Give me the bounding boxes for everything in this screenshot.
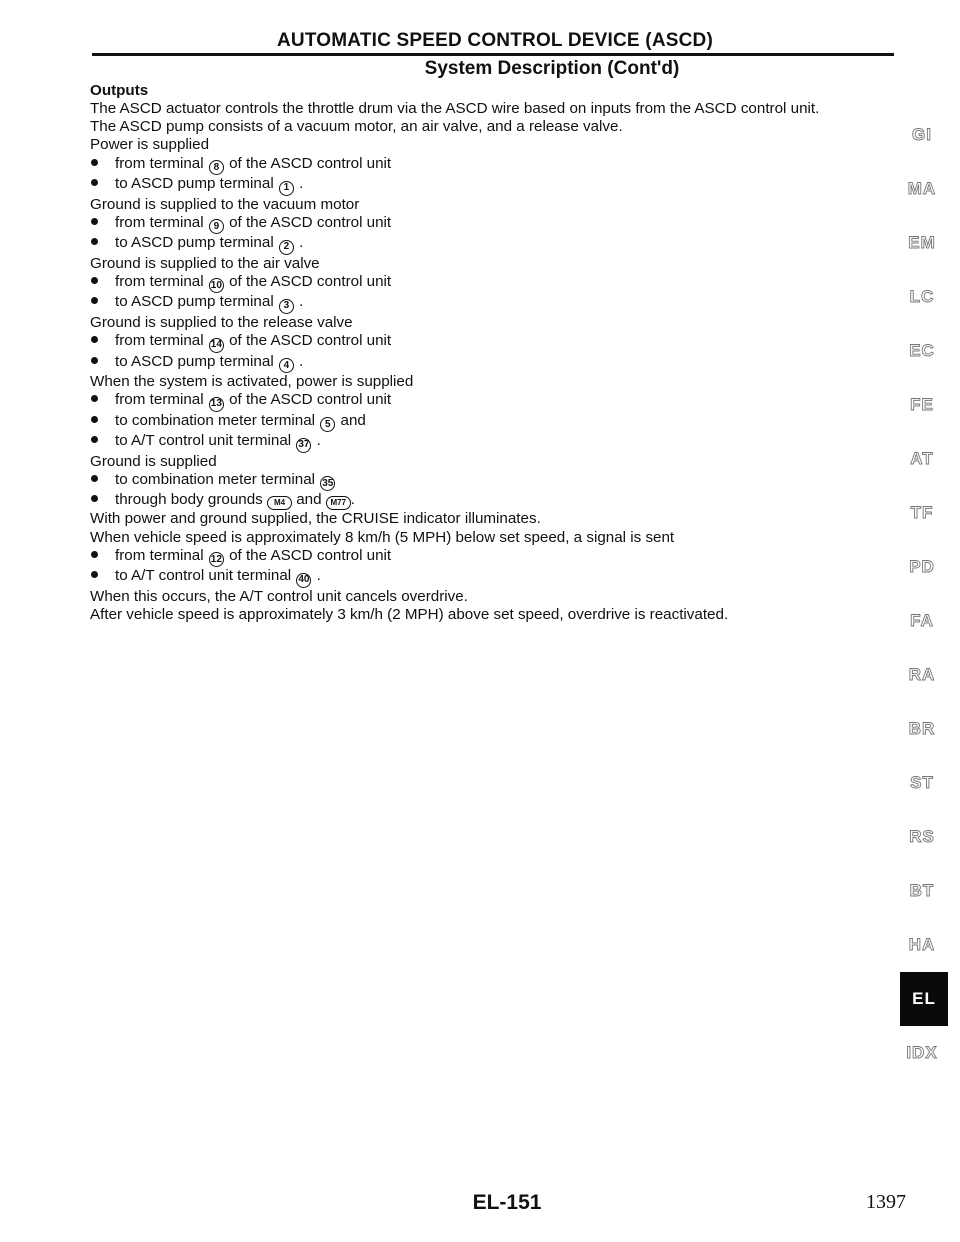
paragraph-line — [90, 588, 910, 606]
terminal-number-badge: 35 — [320, 476, 335, 491]
body-text — [90, 82, 910, 624]
text-segment: to ASCD pump terminal — [115, 234, 278, 252]
bullet-icon — [91, 238, 98, 245]
text-segment: Outputs — [90, 82, 149, 99]
text-segment: to A/T control unit terminal — [115, 567, 296, 585]
ground-point-badge: M77 — [326, 496, 351, 510]
bullet-item — [90, 353, 910, 374]
index-tab-ha[interactable]: HA — [908, 935, 936, 954]
paragraph-line — [90, 510, 910, 528]
bullet-icon — [91, 159, 98, 166]
terminal-number-badge: 13 — [209, 397, 224, 412]
section-index-tabs — [898, 108, 946, 1080]
text-segment: from terminal — [115, 154, 208, 172]
index-tab-el[interactable]: EL — [900, 972, 948, 1026]
index-tab-st[interactable]: ST — [910, 773, 934, 792]
paragraph-line — [90, 255, 910, 273]
terminal-number-badge: 4 — [279, 358, 294, 373]
text-segment: When vehicle speed is approximately 8 km/h (5 MPH) below set speed, a signal is sent — [90, 528, 675, 546]
index-tab-rs[interactable]: RS — [909, 827, 935, 846]
index-tab-at[interactable]: AT — [910, 449, 934, 468]
bullet-item — [90, 567, 910, 588]
index-tab-em[interactable]: EM — [908, 233, 936, 252]
bullet-icon — [91, 416, 98, 423]
subsection-heading — [90, 82, 910, 100]
terminal-number-badge: 40 — [296, 573, 311, 588]
text-segment: of the ASCD control unit — [224, 332, 392, 350]
text-segment: . — [312, 567, 321, 585]
bullet-item — [90, 491, 910, 510]
text-segment: Ground is supplied to the release valve — [90, 313, 353, 331]
paragraph-line — [90, 196, 910, 214]
bullet-item — [90, 432, 910, 453]
text-segment: . — [312, 432, 321, 450]
bullet-item — [90, 214, 910, 235]
text-segment: of the ASCD control unit — [224, 154, 392, 172]
text-segment: to combination meter terminal — [115, 411, 320, 429]
index-tab-gi[interactable]: GI — [912, 125, 932, 144]
bullet-item — [90, 412, 910, 433]
bullet-icon — [91, 336, 98, 343]
text-segment: Ground is supplied — [90, 452, 217, 470]
terminal-number-badge: 37 — [296, 438, 311, 453]
terminal-number-badge: 10 — [209, 278, 224, 293]
paragraph-line — [90, 373, 910, 391]
text-segment: through body grounds — [115, 491, 267, 509]
text-segment: from terminal — [115, 332, 208, 350]
index-tab-fa[interactable]: FA — [910, 611, 934, 630]
text-segment: Ground is supplied to the vacuum motor — [90, 195, 360, 213]
text-segment: and — [292, 491, 326, 509]
bullet-icon — [91, 395, 98, 402]
bullet-item — [90, 273, 910, 294]
text-segment: . — [294, 352, 304, 370]
text-segment: Power is supplied — [90, 136, 210, 154]
text-segment: from terminal — [115, 391, 208, 409]
bullet-item — [90, 293, 910, 314]
bullet-item — [90, 234, 910, 255]
title-divider — [92, 53, 894, 56]
bullet-item — [90, 332, 910, 353]
section-title: AUTOMATIC SPEED CONTROL DEVICE (ASCD) — [277, 30, 713, 51]
terminal-number-badge: 5 — [320, 417, 335, 432]
bullet-item — [90, 391, 910, 412]
bullet-icon — [91, 475, 98, 482]
bullet-item — [90, 547, 910, 568]
text-segment: . — [294, 175, 304, 193]
page-label: EL-151 — [472, 1191, 542, 1214]
text-segment: from terminal — [115, 272, 208, 290]
index-tab-br[interactable]: BR — [908, 719, 936, 738]
index-tab-fe[interactable]: FE — [910, 395, 934, 414]
text-segment: Ground is supplied to the air valve — [90, 254, 320, 272]
section-subtitle: System Description (Cont'd) — [424, 58, 680, 79]
index-tab-tf[interactable]: TF — [910, 503, 934, 522]
bullet-icon — [91, 551, 98, 558]
index-tab-idx[interactable]: IDX — [906, 1043, 938, 1062]
terminal-number-badge: 1 — [279, 181, 294, 196]
bullet-icon — [91, 277, 98, 284]
terminal-number-badge: 3 — [279, 299, 294, 314]
paragraph-line — [90, 529, 910, 547]
bullet-icon — [91, 179, 98, 186]
bullet-icon — [91, 436, 98, 443]
text-segment: to ASCD pump terminal — [115, 175, 278, 193]
text-segment: and — [336, 411, 366, 429]
text-segment: The ASCD pump consists of a vacuum motor, an air valve, and a release valve. — [90, 118, 623, 136]
terminal-number-badge: 12 — [209, 552, 224, 567]
bullet-icon — [91, 297, 98, 304]
ground-point-badge: M4 — [267, 496, 292, 510]
text-segment: . — [294, 293, 304, 311]
index-tab-bt[interactable]: BT — [909, 881, 935, 900]
paragraph-line — [90, 606, 910, 624]
text-segment: to ASCD pump terminal — [115, 293, 278, 311]
index-tab-pd[interactable]: PD — [909, 557, 935, 576]
index-tab-ra[interactable]: RA — [908, 665, 936, 684]
paragraph-line — [90, 118, 910, 136]
text-segment: to combination meter terminal — [115, 470, 320, 488]
paragraph-line — [90, 314, 910, 332]
terminal-number-badge: 14 — [209, 338, 224, 353]
bullet-icon — [91, 218, 98, 225]
text-segment: After vehicle speed is approximately 3 km/h (2 MPH) above set speed, overdrive is reactivated. — [90, 605, 729, 623]
text-segment: from terminal — [115, 546, 208, 564]
bullet-item — [90, 175, 910, 196]
paragraph-line — [90, 136, 910, 154]
text-segment: to ASCD pump terminal — [115, 352, 278, 370]
terminal-number-badge: 2 — [279, 240, 294, 255]
paragraph-line — [90, 453, 910, 471]
bullet-icon — [91, 495, 98, 502]
text-segment: of the ASCD control unit — [224, 546, 392, 564]
text-segment: to A/T control unit terminal — [115, 432, 296, 450]
bullet-item — [90, 471, 910, 492]
terminal-number-badge: 8 — [209, 160, 224, 175]
bullet-icon — [91, 357, 98, 364]
text-segment: The ASCD actuator controls the throttle drum via the ASCD wire based on inputs from the ASCD control unit. — [90, 100, 820, 118]
text-segment: of the ASCD control unit — [224, 213, 392, 231]
text-segment: With power and ground supplied, the CRUISE indicator illuminates. — [90, 510, 541, 528]
index-tab-ec[interactable]: EC — [909, 341, 935, 360]
text-segment: from terminal — [115, 213, 208, 231]
text-segment: When this occurs, the A/T control unit cancels overdrive. — [90, 587, 468, 605]
index-tab-ma[interactable]: MA — [907, 179, 937, 198]
index-tab-lc[interactable]: LC — [909, 287, 935, 306]
bullet-item — [90, 155, 910, 176]
text-segment: of the ASCD control unit — [224, 391, 392, 409]
text-segment: of the ASCD control unit — [224, 272, 392, 290]
text-segment: . — [350, 491, 356, 509]
text-segment: . — [294, 234, 304, 252]
paragraph-line — [90, 100, 910, 118]
terminal-number-badge: 9 — [209, 219, 224, 234]
text-segment: When the system is activated, power is supplied — [90, 373, 414, 391]
bullet-icon — [91, 571, 98, 578]
page-number: 1397 — [866, 1191, 906, 1213]
